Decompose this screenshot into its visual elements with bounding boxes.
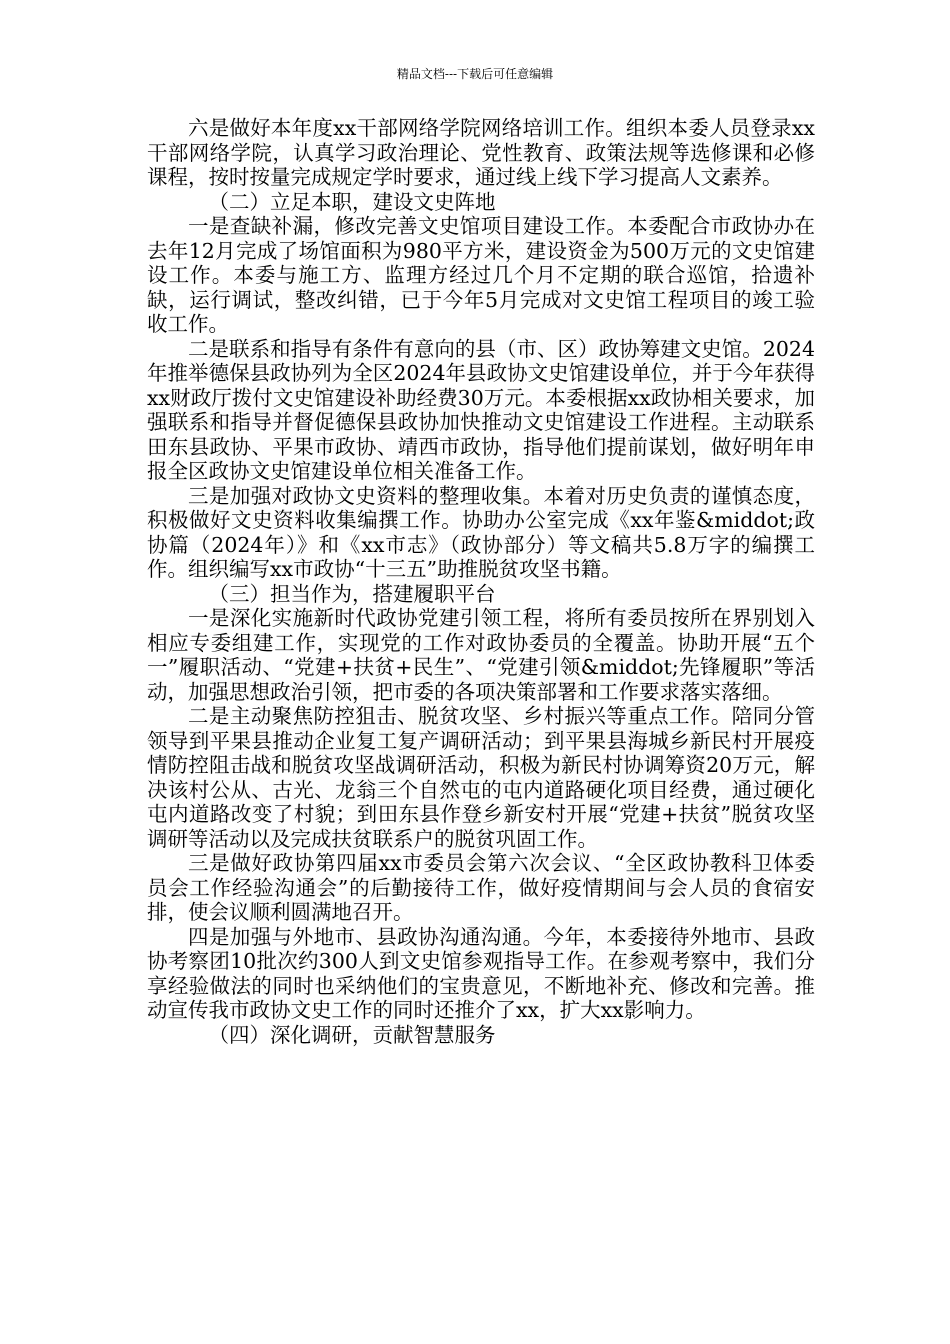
- paragraph-party-building: 一是深化实施新时代政协党建引领工程，将所有委员按所在界别划入相应专委组建工作，实现党的工作对政协委员的全覆盖。协助开展“五个一”履职活动、“党建+扶贫+民生”、“党建引领&middot;先锋履职”等活动，加强思想政治引领，把市委的各项决策部署和工作要求落实落细。: [147, 606, 815, 704]
- section-heading-3: （三）担当作为，搭建履职平台: [208, 581, 496, 606]
- section-heading-2: （二）立足本职，建设文史阵地: [208, 189, 496, 214]
- page-header: 精品文档---下载后可任意编辑: [396, 67, 554, 81]
- paragraph-poverty-alleviation: 二是主动聚焦防控狙击、脱贫攻坚、乡村振兴等重点工作。陪同分管领导到平果县推动企业复工复产调研活动；到平果县海城乡新民村开展疫情防控阻击战和脱贫攻坚战调研活动，积极为新民村协调筹资20万元，解决该村公从、古光、龙翁三个自然屯的屯内道路硬化项目经费，通过硬化屯内道路改变了村貌；到田东县作登乡新安村开展“党建+扶贫”脱贫攻坚调研等活动以及完成扶贫联系户的脱贫巩固工作。: [147, 704, 815, 851]
- paragraph-museum-project: 一是查缺补漏，修改完善文史馆项目建设工作。本委配合市政协办在去年12月完成了场馆面积为980平方米，建设资金为500万元的文史馆建设工作。本委与施工方、监理方经过几个月不定期的联合巡馆，拾遗补缺，运行调试，整改纠错，已于今年5月完成对文史馆工程项目的竣工验收工作。: [147, 214, 815, 336]
- section-heading-4: （四）深化调研，贡献智慧服务: [208, 1022, 496, 1047]
- paragraph-external-communication: 四是加强与外地市、县政协沟通沟通。今年，本委接待外地市、县政协考察团10批次约300人到文史馆参观指导工作。在参观考察中，我们分享经验做法的同时也采纳他们的宝贵意见，不断地补充、修改和完善。推动宣传我市政协文史工作的同时还推介了xx，扩大xx影响力。: [147, 924, 815, 1022]
- paragraph-meeting-logistics: 三是做好政协第四届xx市委员会第六次会议、“全区政协教科卫体委员会工作经验沟通会”的后勤接待工作，做好疫情期间与会人员的食宿安排，使会议顺利圆满地召开。: [147, 851, 815, 924]
- paragraph-online-training: 六是做好本年度xx干部网络学院网络培训工作。组织本委人员登录xx干部网络学院，认真学习政治理论、党性教育、政策法规等选修课和必修课程，按时按量完成规定学时要求，通过线上线下学习提高人文素养。: [147, 116, 815, 189]
- paragraph-historical-materials: 三是加强对政协文史资料的整理收集。本着对历史负责的谨慎态度，积极做好文史资料收集编撰工作。协助办公室完成《xx年鉴&middot;政协篇（2024年）》和《xx市志》（政协部分）等文稿共5.8万字的编撰工作。组织编写xx市政协“十三五”助推脱贫攻坚书籍。: [147, 483, 815, 581]
- document-body: [147, 116, 815, 1047]
- paragraph-county-museums: 二是联系和指导有条件有意向的县（市、区）政协筹建文史馆。2024年推举德保县政协列为全区2024年县政协文史馆建设单位，并于今年获得xx财政厅拨付文史馆建设补助经费30万元。本委根据xx政协相关要求，加强联系和指导并督促德保县政协加快推动文史馆建设工作进程。主动联系田东县政协、平果市政协、靖西市政协，指导他们提前谋划，做好明年申报全区政协文史馆建设单位相关准备工作。: [147, 336, 815, 483]
